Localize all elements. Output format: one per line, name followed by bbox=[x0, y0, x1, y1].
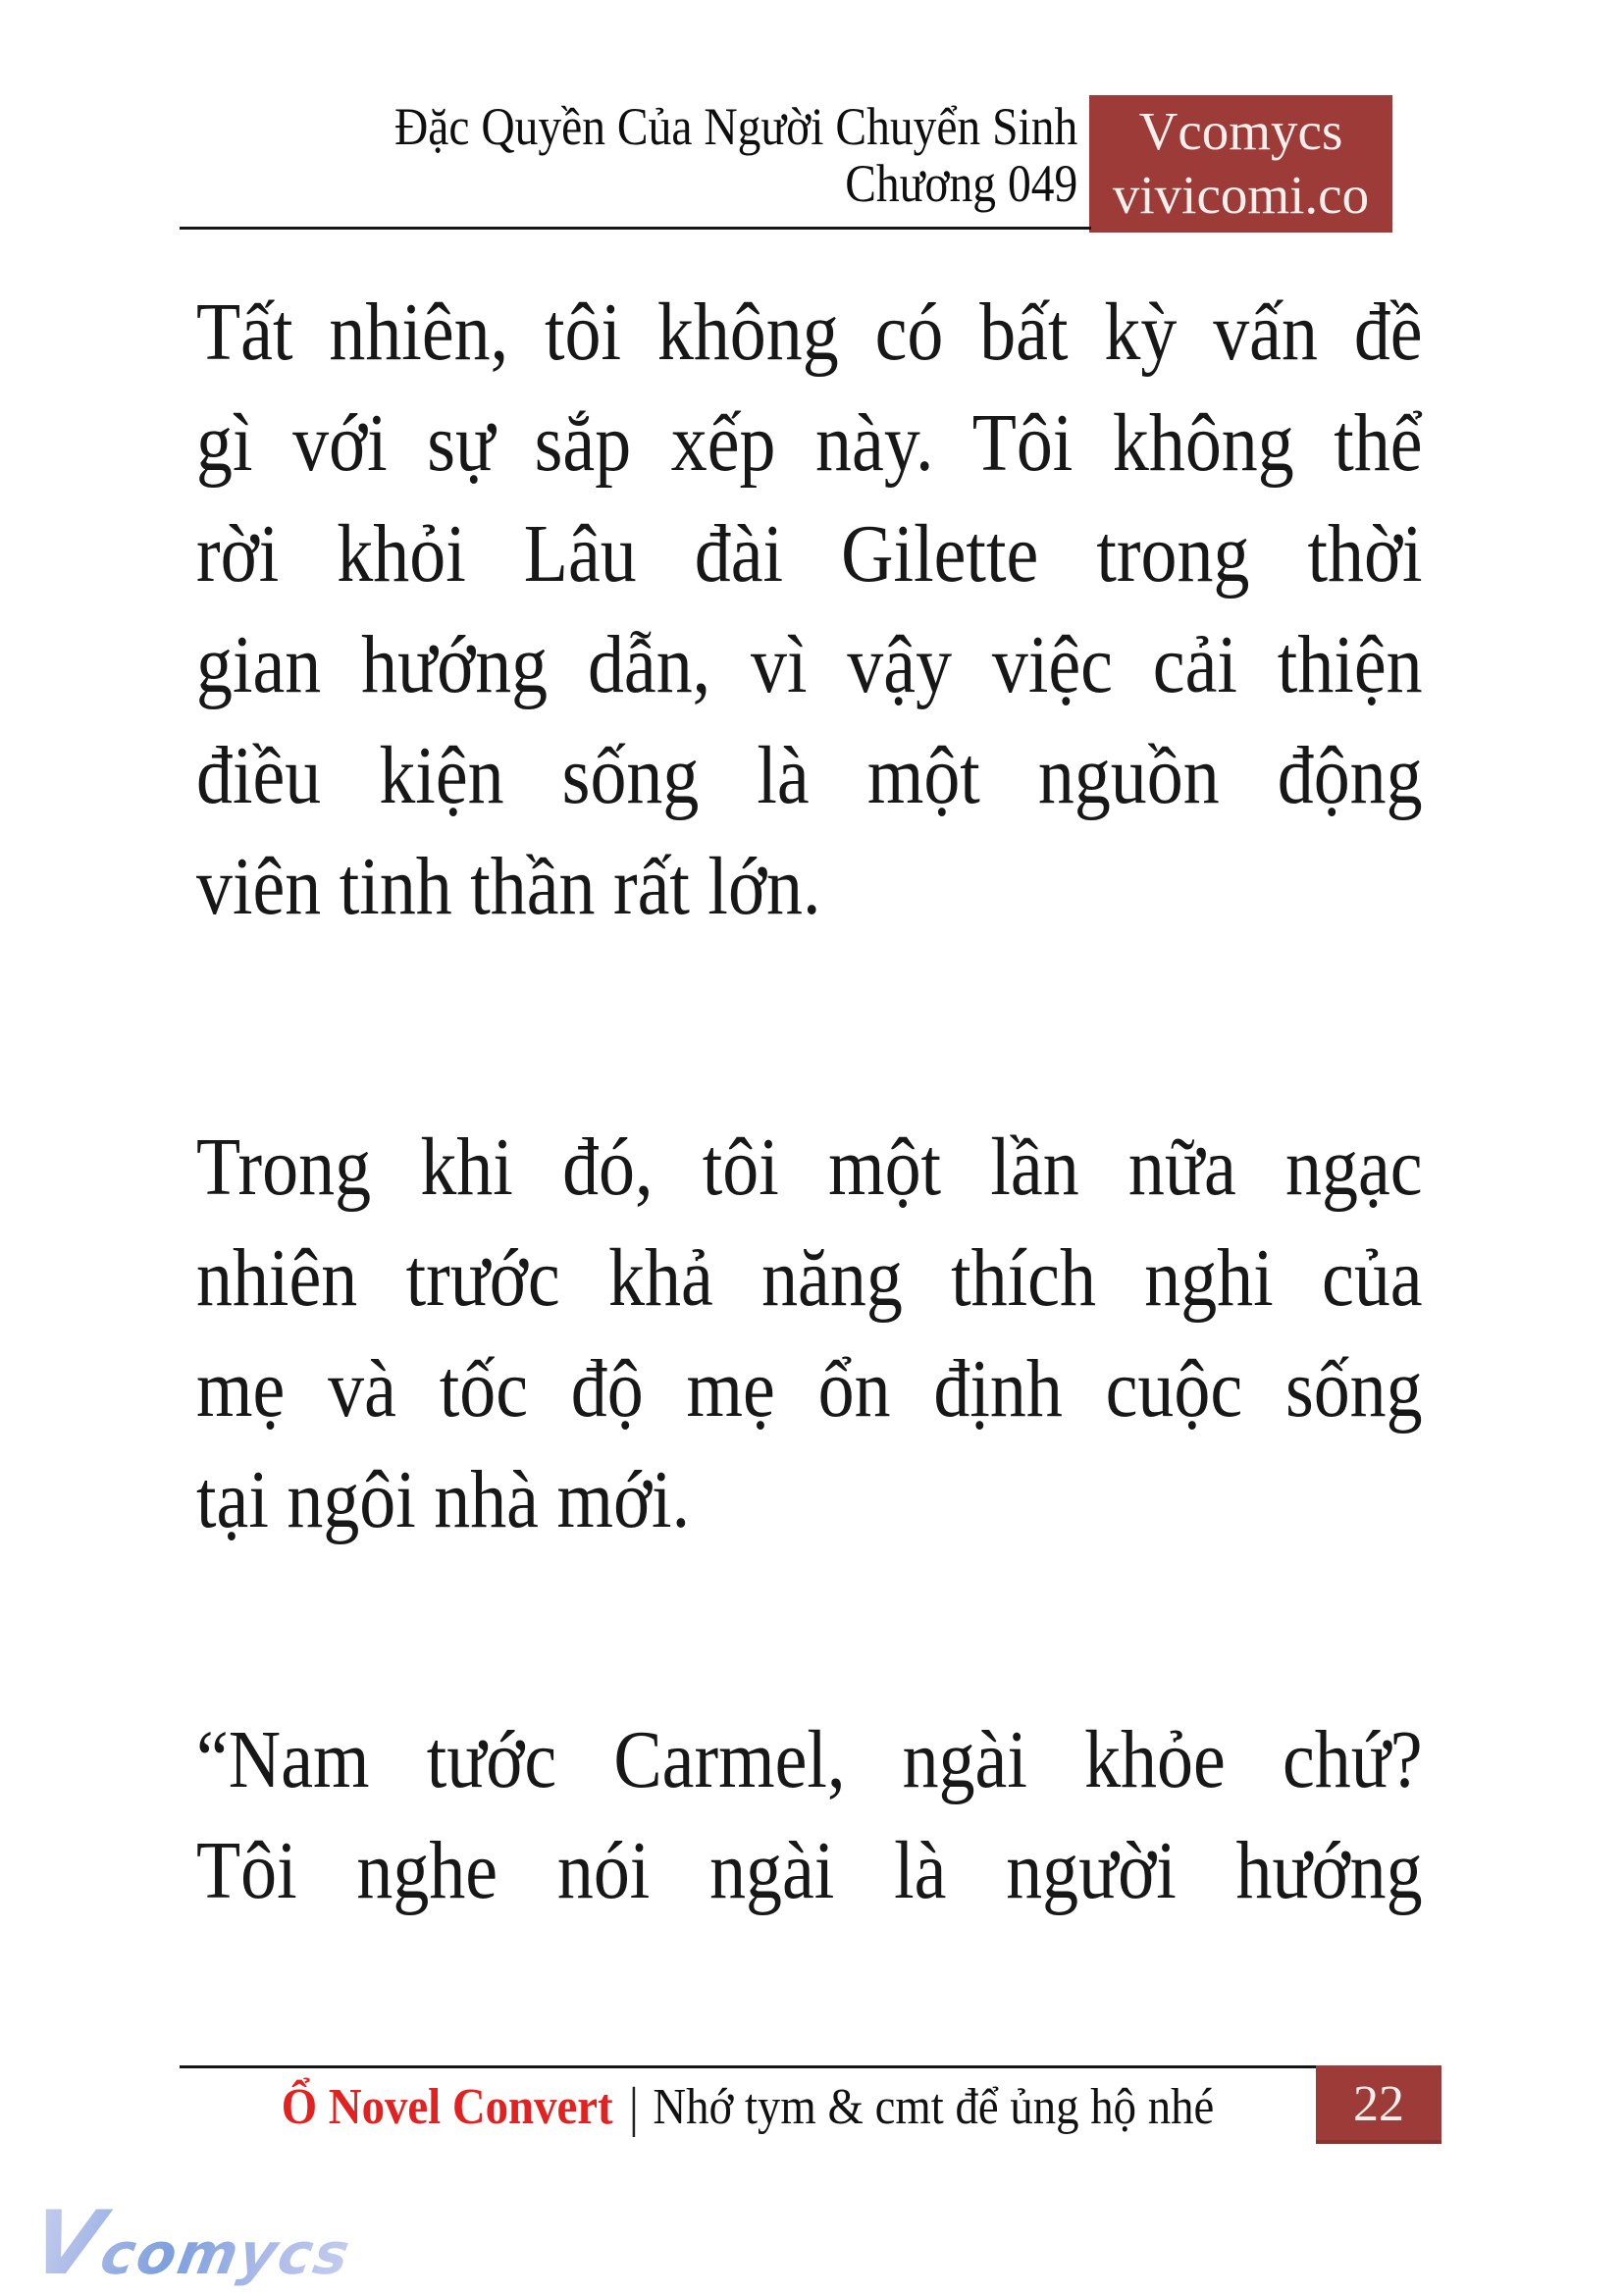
paragraph bbox=[196, 1112, 1423, 1555]
text-line: viên tinh thần rất lớn. bbox=[196, 841, 821, 932]
footer-text bbox=[236, 2068, 1259, 2147]
paragraph bbox=[196, 1704, 1423, 1926]
chapter-number: Chương 049 bbox=[844, 154, 1077, 213]
page-number-badge: 22 bbox=[1316, 2065, 1441, 2144]
body-text bbox=[196, 277, 1423, 1926]
text-line: Tôi nghe nói ngài là người hướng bbox=[196, 1825, 1423, 1916]
footer-credit: Ổ Novel Convert bbox=[281, 2079, 613, 2135]
brand-site: vivicomi.co bbox=[1112, 165, 1370, 225]
text-line: gì với sự sắp xếp này. Tôi không thể bbox=[196, 397, 1423, 489]
text-line: rời khỏi Lâu đài Gilette trong thời bbox=[196, 508, 1423, 600]
footer-separator: | bbox=[628, 2077, 639, 2138]
text-line: điều kiện sống là một nguồn động bbox=[196, 730, 1423, 821]
footer-note: Nhớ tym & cmt để ủng hộ nhé bbox=[653, 2079, 1215, 2135]
text-line: Trong khi đó, tôi một lần nữa ngạc bbox=[196, 1121, 1423, 1213]
text-line: nhiên trước khả năng thích nghi của bbox=[196, 1232, 1423, 1324]
series-title: Đặc Quyền Của Người Chuyển Sinh bbox=[393, 97, 1077, 156]
watermark-logo: Vcomycs bbox=[24, 2200, 360, 2295]
header-divider bbox=[180, 227, 1091, 230]
paragraph bbox=[196, 277, 1423, 942]
text-line: mẹ và tốc độ mẹ ổn định cuộc sống bbox=[196, 1343, 1423, 1434]
brand-name: Vcomycs bbox=[1138, 101, 1343, 161]
header-title-block bbox=[394, 98, 1077, 212]
text-line: tại ngôi nhà mới. bbox=[196, 1454, 691, 1545]
text-line: gian hướng dẫn, vì vậy việc cải thiện bbox=[196, 619, 1423, 710]
text-line: Tất nhiên, tôi không có bất kỳ vấn đề bbox=[196, 287, 1423, 378]
brand-box bbox=[1089, 95, 1392, 233]
text-line: “Nam tước Carmel, ngài khỏe chứ? bbox=[196, 1714, 1423, 1805]
